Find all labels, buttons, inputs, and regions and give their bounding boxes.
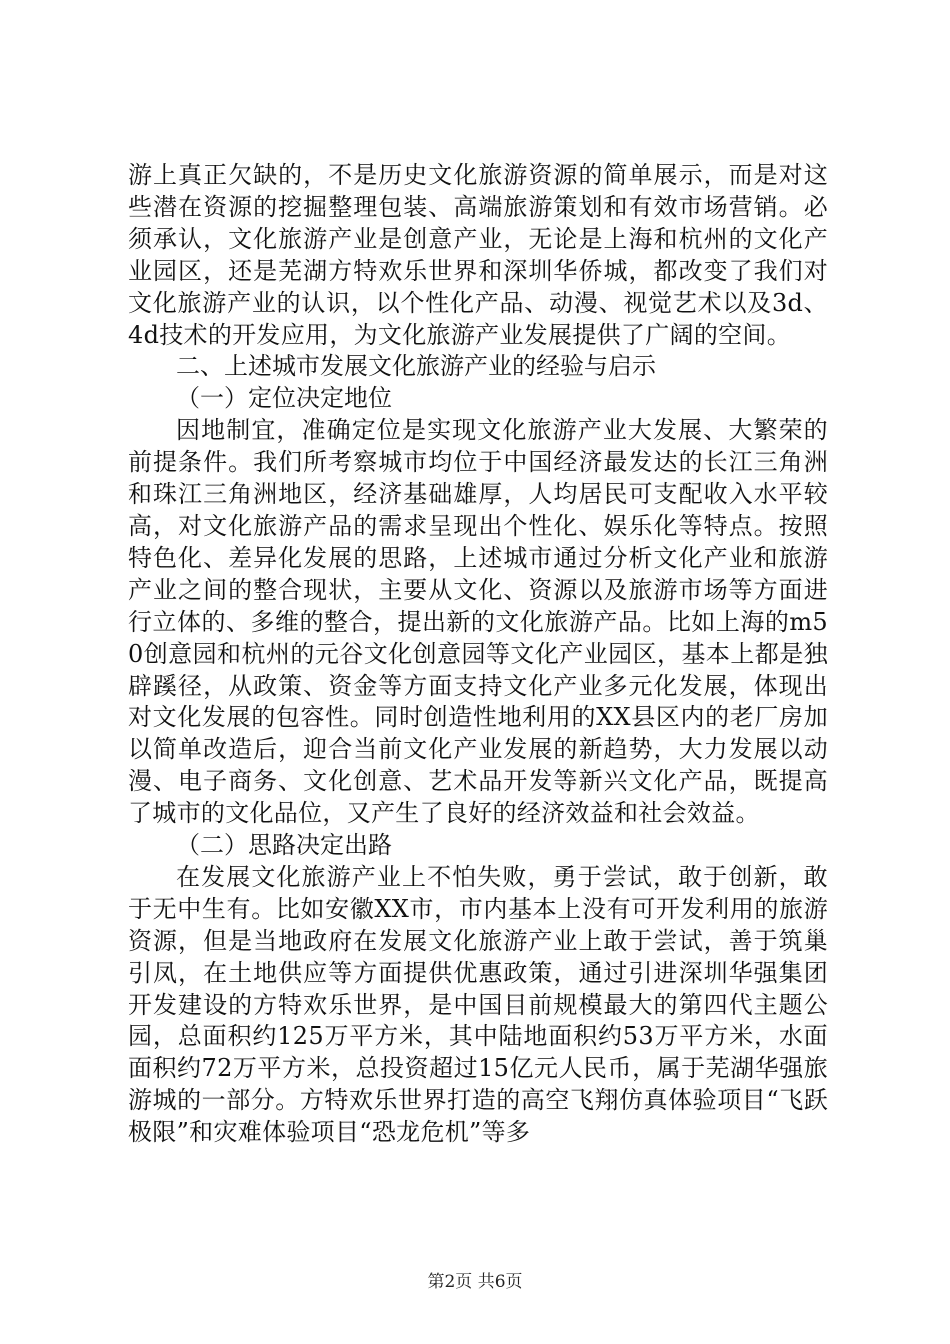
paragraph-intro: 游上真正欠缺的，不是历史文化旅游资源的简单展示，而是对这些潜在资源的挖掘整理包装、高端旅游策划和有效市场营销。必须承认，文化旅游产业是创意产业，无论是上海和杭州的文化产业园区，还是芜湖方特欢乐世界和深圳华侨城，都改变了我们对文化旅游产业的认识，以个性化产品、动漫、视觉艺术以及3d、4d技术的开发应用，为文化旅游产业发展提供了广阔的空间。: [128, 161, 828, 349]
page-footer: 第2页 共6页: [427, 1272, 523, 1292]
section-heading-2: 二、上述城市发展文化旅游产业的经验与启示: [176, 352, 656, 381]
document-body: [128, 160, 828, 1149]
subsection-heading-1: （一）定位决定地位: [176, 384, 392, 413]
subsection-heading-2: （二）思路决定出路: [176, 831, 392, 860]
paragraph-thinking: 在发展文化旅游产业上不怕失败，勇于尝试，敢于创新，敢于无中生有。比如安徽XX市，市内基本上没有可开发利用的旅游资源，但是当地政府在发展文化旅游产业上敢于尝试，善于筑巢引凤，在土地供应等方面提供优惠政策，通过引进深圳华强集团开发建设的方特欢乐世界，是中国目前规模最大的第四代主题公园，总面积约125万平方米，其中陆地面积约53万平方米，水面面积约72万平方米，总投资超过15亿元人民币，属于芜湖华强旅游城的一部分。方特欢乐世界打造的高空飞翔仿真体验项目“飞跃极限”和灾难体验项目“恐龙危机”等多: [128, 862, 828, 1147]
paragraph-positioning: 因地制宜，准确定位是实现文化旅游产业大发展、大繁荣的前提条件。我们所考察城市均位于中国经济最发达的长江三角洲和珠江三角洲地区，经济基础雄厚，人均居民可支配收入水平较高，对文化旅游产品的需求呈现出个性化、娱乐化等特点。按照特色化、差异化发展的思路，上述城市通过分析文化产业和旅游产业之间的整合现状，主要从文化、资源以及旅游市场等方面进行立体的、多维的整合，提出新的文化旅游产品。比如上海的m50创意园和杭州的元谷文化创意园等文化产业园区，基本上都是独辟蹊径，从政策、资金等方面支持文化产业多元化发展，体现出对文化发展的包容性。同时创造性地利用的XX县区内的老厂房加以简单改造后，迎合当前文化产业发展的新趋势，大力发展以动漫、电子商务、文化创意、艺术品开发等新兴文化产品，既提高了城市的文化品位，又产生了良好的经济效益和社会效益。: [128, 416, 828, 828]
